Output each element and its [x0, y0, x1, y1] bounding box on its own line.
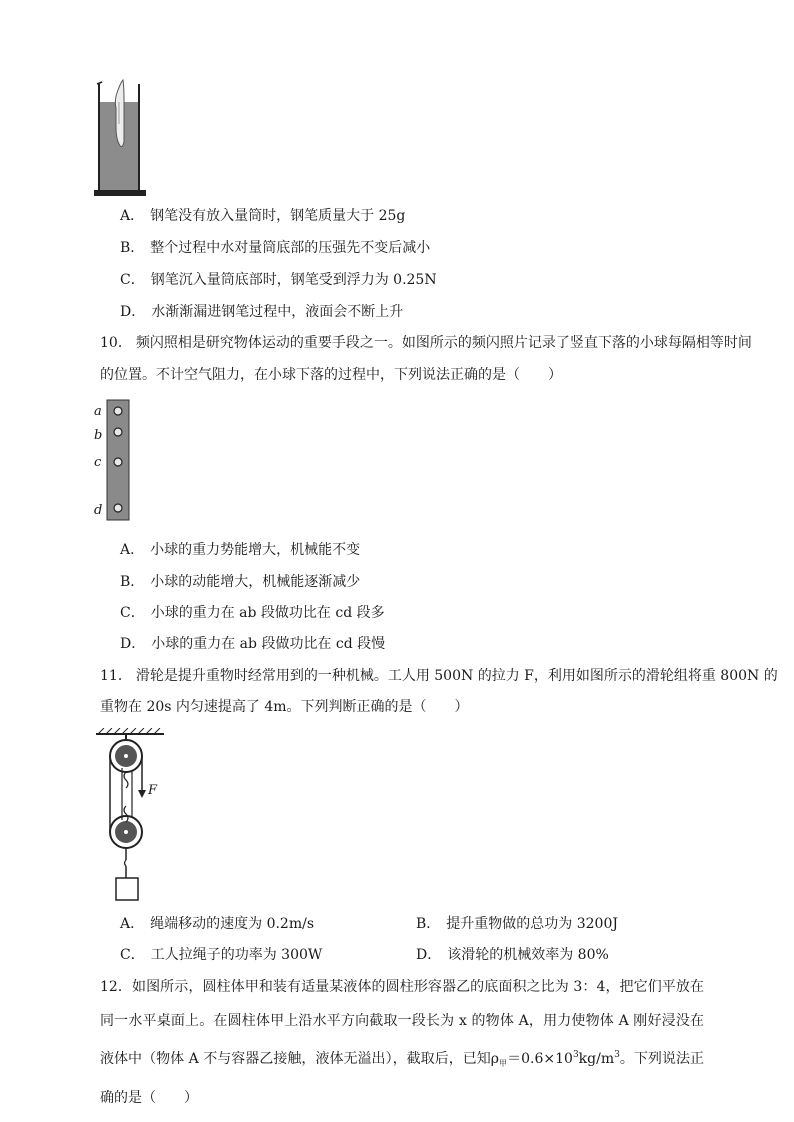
- q9-option-c: C． 钢笔沉入量筒底部时，钢笔受到浮力为 0.25N: [120, 272, 437, 288]
- ball-d: [114, 504, 122, 512]
- ball-a: [114, 407, 122, 415]
- ball-b: [114, 428, 122, 436]
- ball-label-b: b: [94, 428, 103, 443]
- q10-option-c: C． 小球的重力在 ab 段做功比在 cd 段多: [120, 605, 385, 621]
- strobe-photo-figure: [92, 398, 140, 524]
- q11-stem-line-2: 重物在 20s 内匀速提高了 4m。下列判断正确的是（ ）: [100, 699, 469, 715]
- q9-option-d: D． 水渐渐漏进钢笔过程中，液面会不断上升: [120, 304, 404, 320]
- q9-option-a: A． 钢笔没有放入量筒时，钢笔质量大于 25g: [120, 208, 406, 224]
- q10-option-d: D． 小球的重力在 ab 段做功比在 cd 段慢: [120, 636, 386, 652]
- q10-stem-line-2: 的位置。不计空气阻力，在小球下落的过程中，下列说法正确的是（ ）: [100, 367, 562, 383]
- q11-option-c: C． 工人拉绳子的功率为 300W: [120, 947, 323, 963]
- q11-option-d: D． 该滑轮的机械效率为 80%: [416, 947, 609, 963]
- q11-option-a: A． 绳端移动的速度为 0.2m/s: [120, 916, 315, 932]
- q10-stem-line-1: 10． 频闪照相是研究物体运动的重要手段之一。如图所示的频闪照片记录了竖直下落的小球每隔相等时间: [100, 335, 752, 351]
- q10-option-b: B． 小球的动能增大，机械能逐渐减少: [120, 574, 361, 590]
- q11-option-b: B． 提升重物做的总功为 3200J: [416, 916, 618, 932]
- pulley-system-figure: [92, 728, 172, 908]
- q11-stem-line-1: 11． 滑轮是提升重物时经常用到的一种机械。工人用 500N 的拉力 F，利用如图所示的滑轮组将重 800N 的: [100, 668, 778, 684]
- q12-stem: 12．如图所示，圆柱体甲和装有适量某液体的圆柱形容器乙的底面积之比为 3：4，把它们平放在同一水平桌面上。在圆柱体甲上沿水平方向截取一段长为 x 的物体 A，用力使物体 A 刚好浸没在液体中（物体 A 不与容器乙接触，液体无溢出），截取后，已知$\rho_甲=0.6\times 10^3kg/m^3$。下列说法正确的是（ ）: [100, 979, 705, 1106]
- force-label: F: [148, 783, 158, 798]
- ball-label-a: a: [94, 404, 102, 419]
- graduated-cylinder-figure: [94, 78, 146, 200]
- q9-option-b: B． 整个过程中水对量筒底部的压强先不变后减小: [120, 240, 431, 256]
- load-block: [116, 878, 138, 900]
- ball-label-c: c: [94, 455, 102, 470]
- q10-option-a: A． 小球的重力势能增大，机械能不变: [120, 542, 361, 558]
- ball-c: [114, 458, 122, 466]
- ball-label-d: d: [94, 503, 103, 518]
